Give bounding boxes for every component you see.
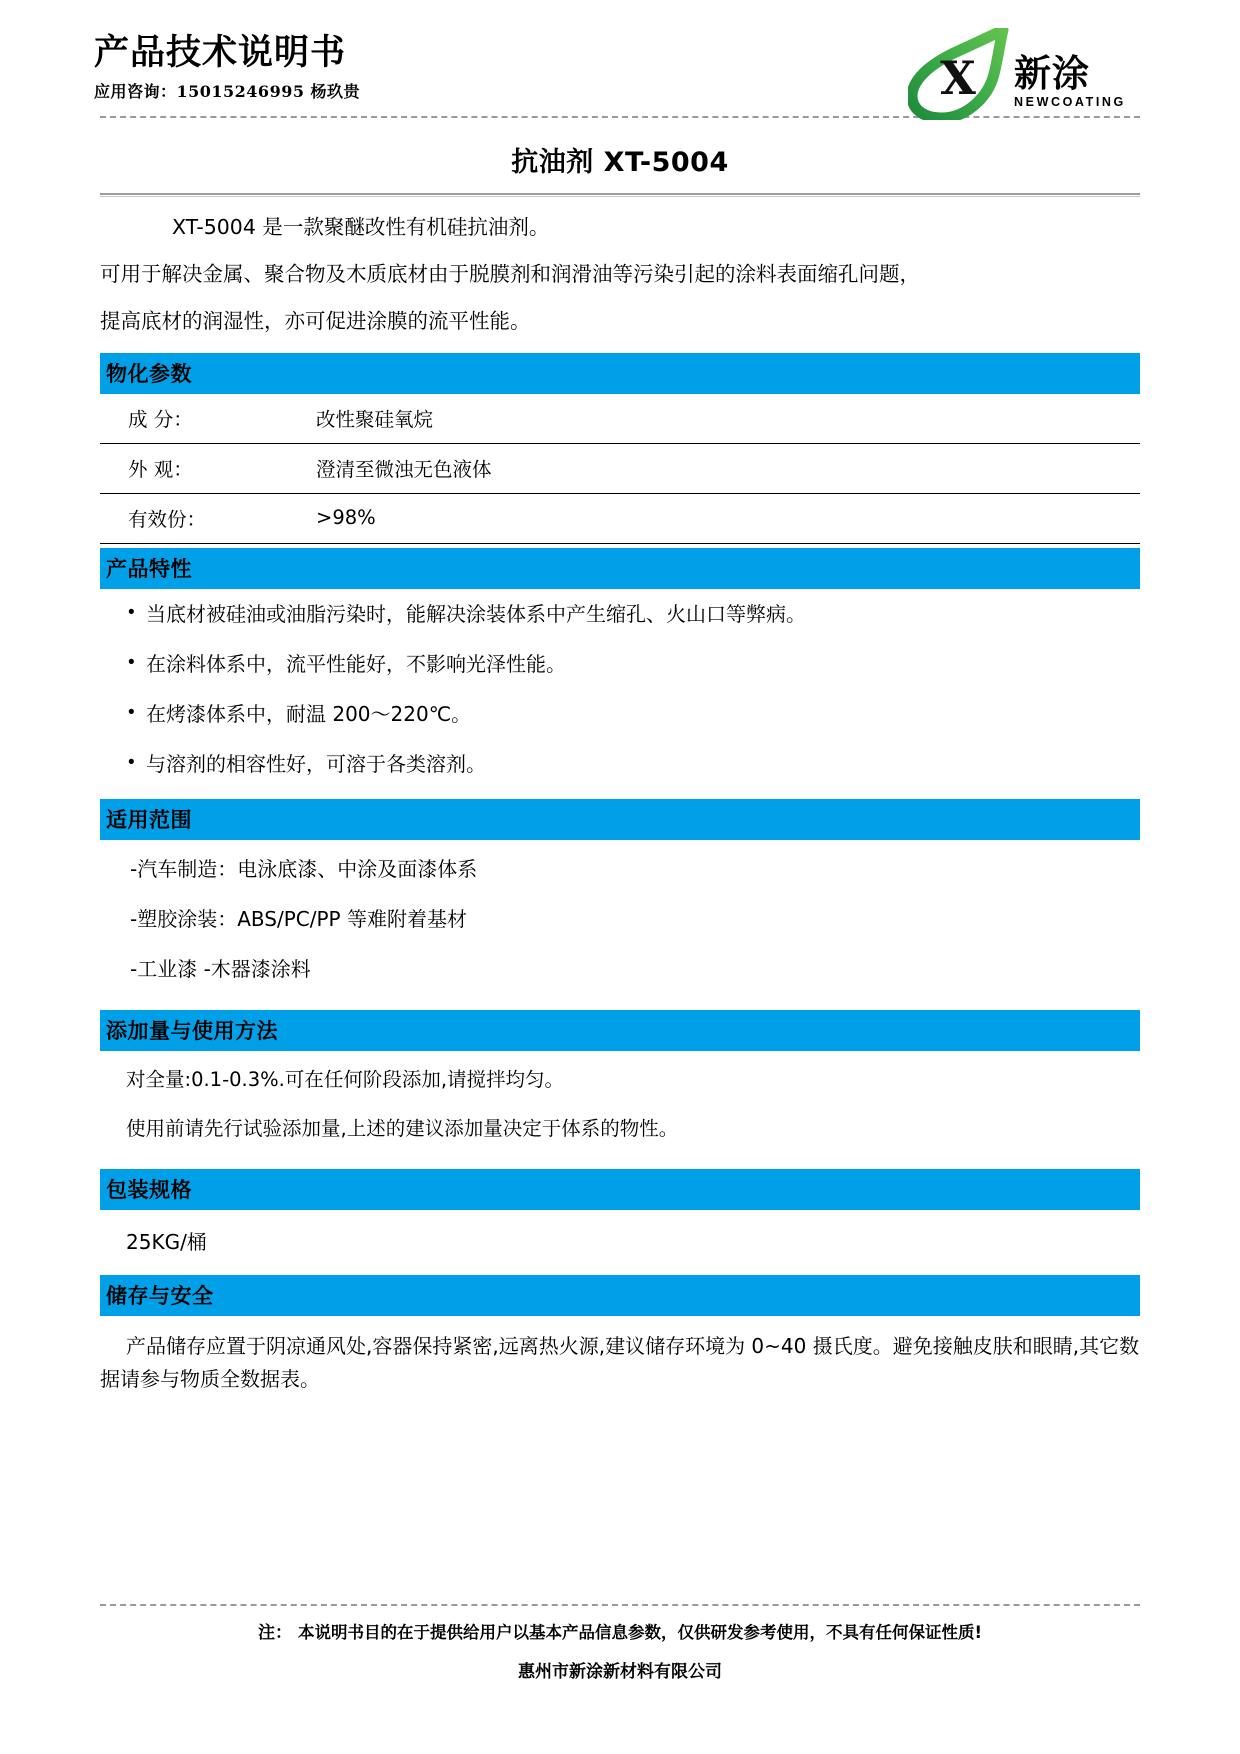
section-header-features-label: 产品特性 [106,556,192,581]
features-list [100,589,1140,795]
bullet-icon: • [128,601,135,623]
section-header-packaging [100,1169,1140,1210]
list-item: 对全量:0.1-0.3%.可在任何阶段添加,请搅拌均匀。 [126,1067,565,1091]
footer-divider [100,1604,1140,1606]
list-item [100,749,1140,779]
feature-text: 在烤漆体系中，耐温 200～220℃。 [146,701,472,726]
leaf-droplet-logo-icon [908,28,1012,120]
section-header-dosage-label: 添加量与使用方法 [106,1018,278,1043]
logo-cn-name: 新涂 [1014,52,1090,96]
section-header-packaging-label: 包装规格 [106,1178,192,1203]
contact-subtitle: 应用咨询：15015246995 杨玖贵 [94,81,361,101]
list-item: 使用前请先行试验添加量,上述的建议添加量决定于体系的物性。 [126,1116,679,1140]
intro-block [100,197,1140,339]
footer-disclaimer [100,1618,1140,1643]
list-item: -汽车制造：电泳底漆、中涂及面漆体系 [130,856,478,881]
spec-label: 有效份： [100,493,308,543]
bullet-icon: • [128,751,135,773]
document-footer [0,1604,1240,1682]
footer-note-text: 本说明书目的在于提供给用户以基本产品信息参数，仅供研发参考使用，不具有任何保证性质! [297,1623,983,1642]
document-header [0,0,1240,116]
table-row [100,493,1140,543]
section-header-dosage [100,1010,1140,1051]
storage-text: 产品储存应置于阴凉通风处,容器保持紧密,远离热火源,建议储存环境为 0~40 摄氏度。避免接触皮肤和眼睛,其它数据请参与物质全数据表。 [100,1334,1140,1392]
feature-text: 与溶剂的相容性好，可溶于各类溶剂。 [146,751,486,776]
list-item [100,699,1140,729]
spec-value: 改性聚硅氧烷 [308,394,1140,444]
table-row [100,394,1140,444]
list-item [100,599,1140,629]
table-row [100,443,1140,493]
list-item: -工业漆 -木器漆涂料 [130,956,311,981]
feature-text: 当底材被硅油或油脂污染时，能解决涂装体系中产生缩孔、火山口等弊病。 [146,601,806,626]
intro-line-2: 可用于解决金属、聚合物及木质底材由于脱膜剂和润滑油等污染引起的涂料表面缩孔问题， [100,262,920,287]
spec-value: 澄清至微浊无色液体 [308,443,1140,493]
header-text-block [94,28,360,102]
page-title: 产品技术说明书 [94,33,347,73]
section-header-applications [100,799,1140,840]
document-body [100,197,1140,1396]
intro-line-1: XT-5004 是一款聚醚改性有机硅抗油剂。 [172,215,550,239]
product-title-block [100,118,1140,193]
bullet-icon: • [128,651,135,673]
section-header-features [100,548,1140,589]
physical-parameters-table [100,394,1140,544]
list-item: -塑胶涂装：ABS/PC/PP 等难附着基材 [130,906,467,931]
dosage-list [100,1051,1140,1166]
packaging-value: 25KG/桶 [126,1230,207,1255]
section-header-storage [100,1275,1140,1316]
logo-wordmark [1014,39,1126,109]
spec-label: 外 观： [100,443,308,493]
company-logo [908,28,1140,120]
section-header-physical [100,353,1140,394]
spec-value: >98% [308,493,1140,543]
applications-list [100,840,1140,1006]
section-header-applications-label: 适用范围 [106,807,192,832]
product-title: 抗油剂 XT-5004 [511,147,729,178]
svg-text:X: X [940,51,976,105]
footer-company-name: 惠州市新涂新材料有限公司 [518,1662,722,1682]
bullet-icon: • [128,701,135,723]
footer-note-label: 注： [257,1623,292,1643]
section-header-storage-label: 储存与安全 [106,1284,214,1309]
feature-text: 在涂料体系中，流平性能好，不影响光泽性能。 [146,651,566,676]
logo-en-name: NEWCOATING [1014,95,1126,110]
intro-line-3: 提高底材的润湿性，亦可促进涂膜的流平性能。 [100,309,531,334]
list-item [100,649,1140,679]
section-header-physical-label: 物化参数 [106,361,192,386]
spec-label: 成 分： [100,394,308,444]
